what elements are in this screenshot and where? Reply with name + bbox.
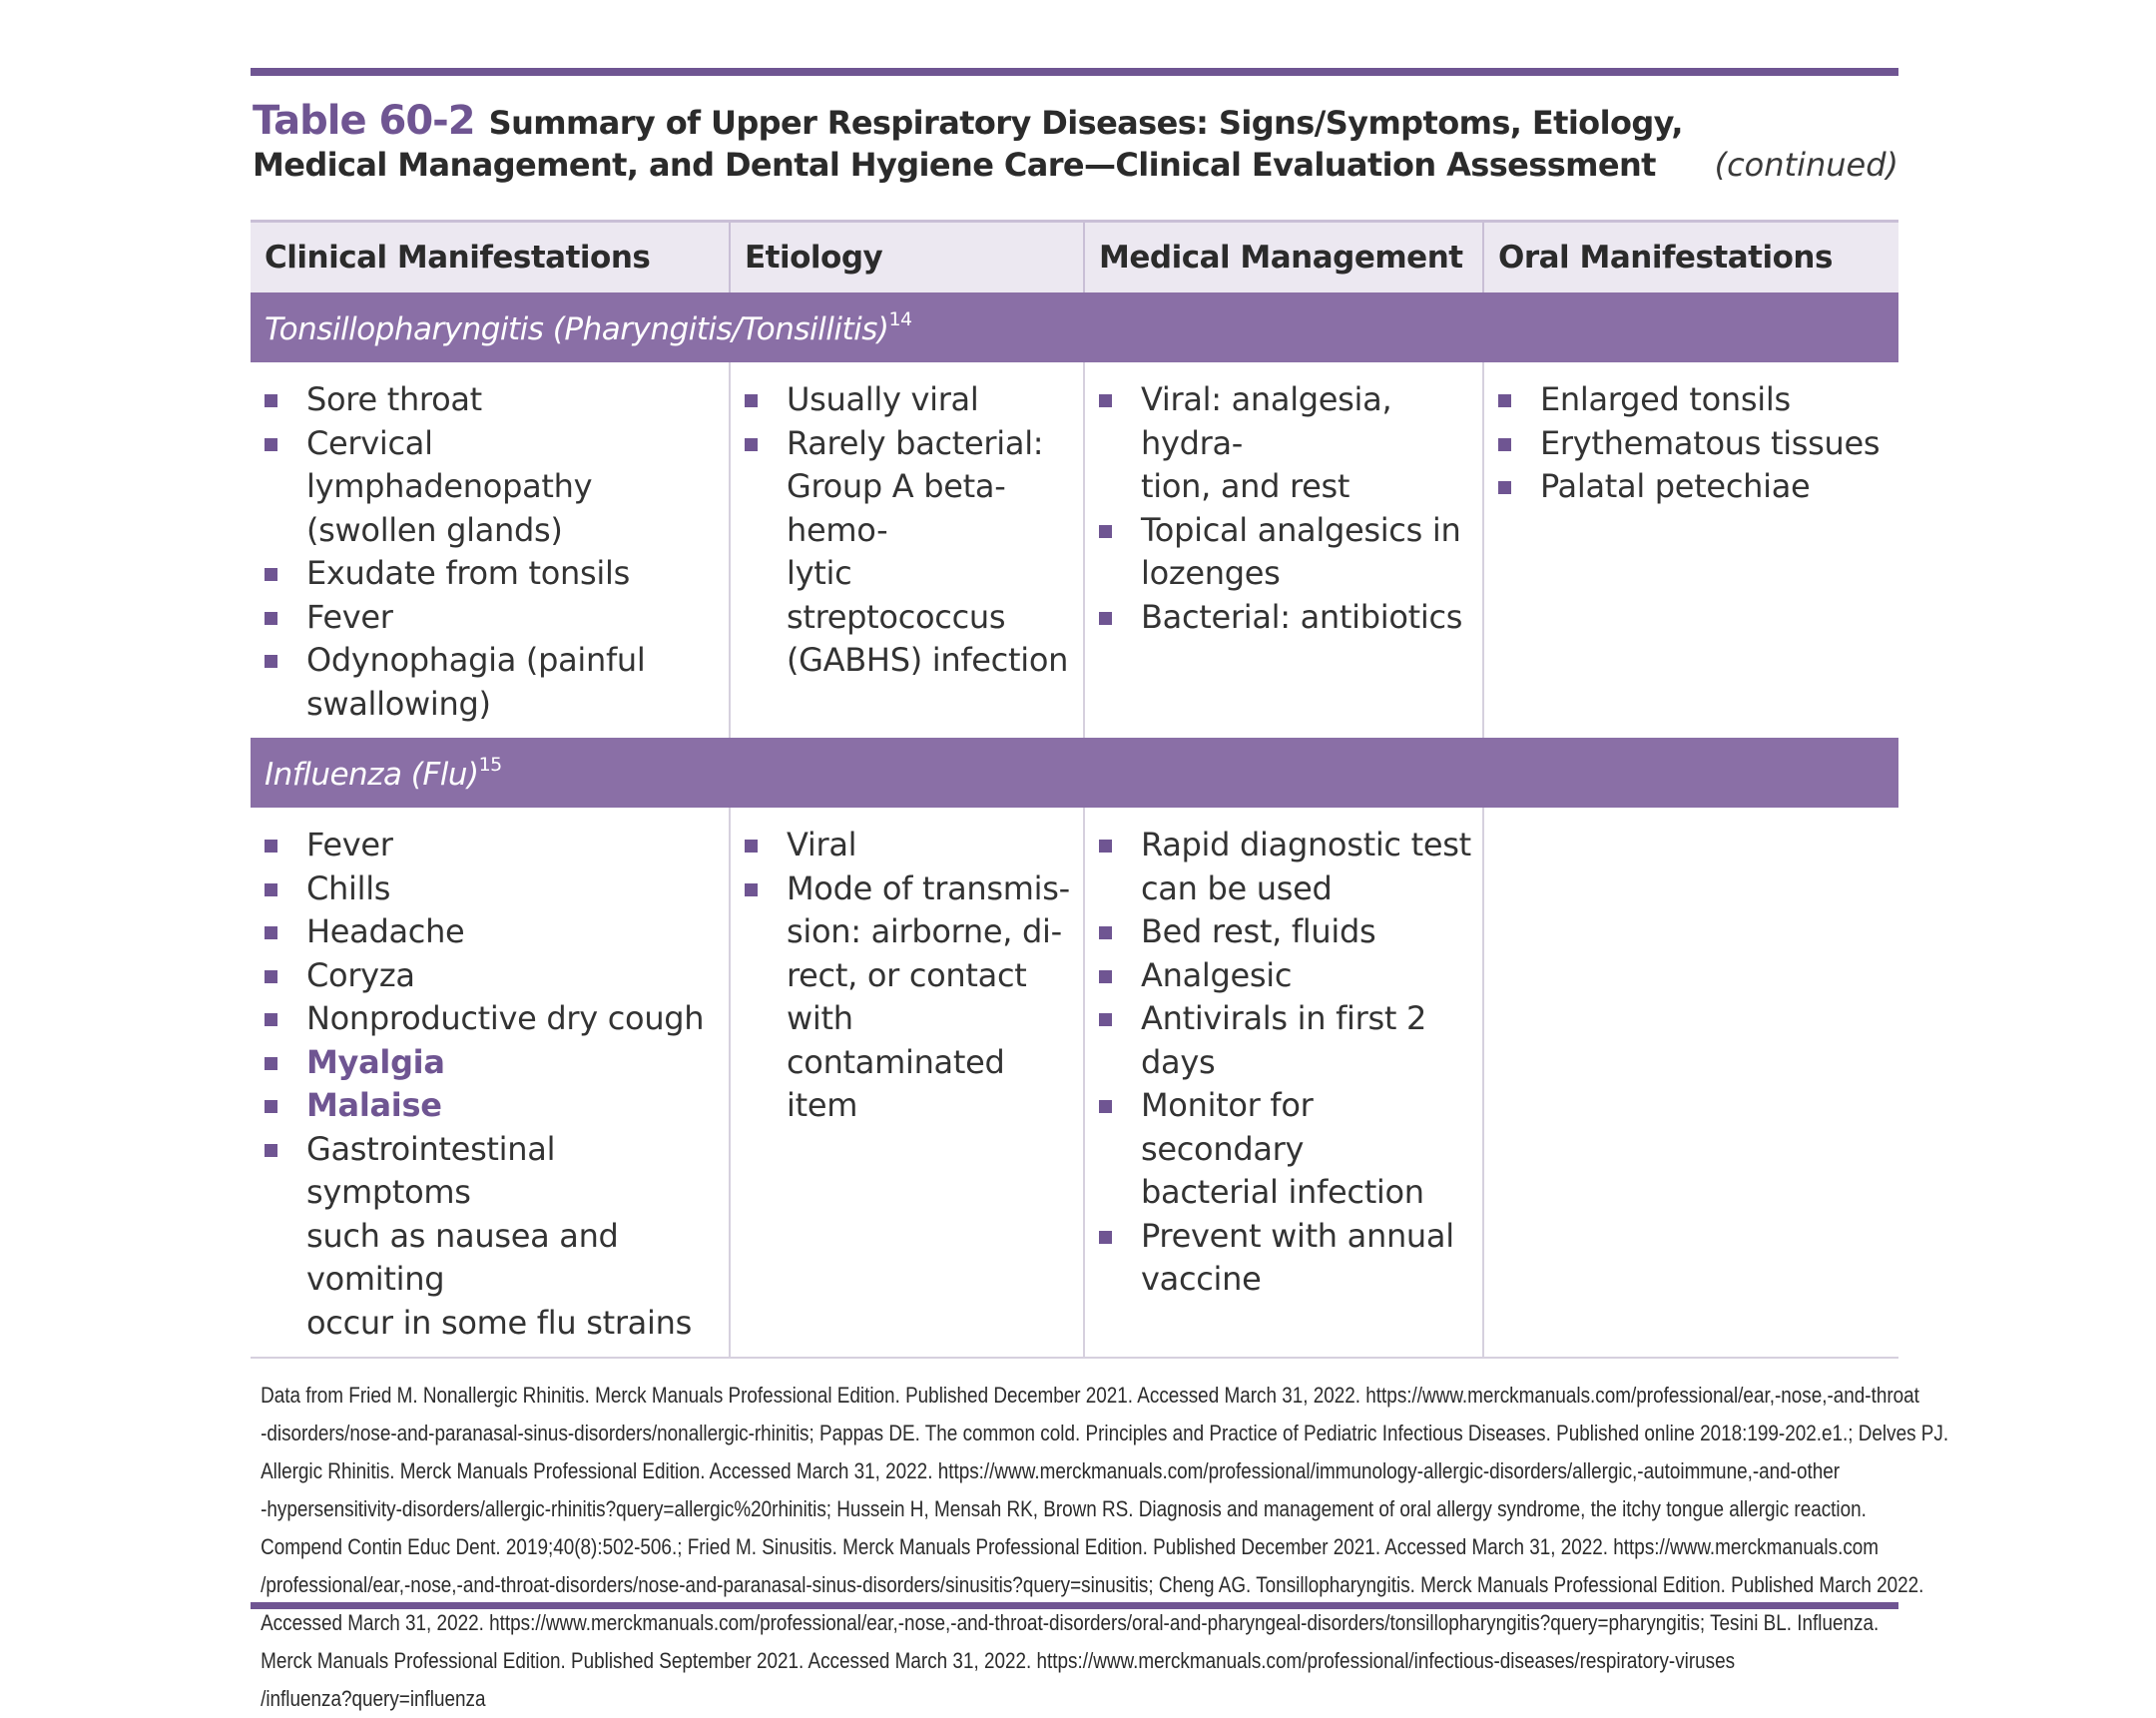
square-bullet-icon — [265, 655, 277, 668]
cell-oral — [1483, 808, 1898, 1358]
list-item-line: tion, and rest — [1141, 467, 1350, 505]
cell-etiology — [730, 808, 1084, 1358]
clinical-list — [263, 824, 721, 1345]
top-rule — [251, 68, 1898, 76]
oral-list — [1496, 378, 1890, 509]
square-bullet-icon — [1099, 840, 1112, 853]
list-item-line: Headache — [306, 912, 465, 950]
list-item — [1496, 378, 1890, 422]
list-item — [263, 639, 721, 726]
list-item — [1097, 910, 1474, 954]
section-reference: 15 — [478, 753, 502, 776]
list-item — [263, 1084, 721, 1128]
square-bullet-icon — [265, 970, 277, 983]
management-list — [1097, 378, 1474, 639]
references-note — [251, 1377, 1949, 1718]
square-bullet-icon — [265, 883, 277, 896]
list-item-line: Erythematous tissues — [1540, 423, 1881, 462]
list-item — [1496, 465, 1890, 509]
list-item-line: such as nausea and vomiting — [306, 1216, 619, 1298]
square-bullet-icon — [265, 840, 277, 853]
square-bullet-icon — [1099, 1100, 1112, 1113]
list-item-line: Nonproductive dry cough — [306, 999, 705, 1037]
list-item — [1097, 509, 1474, 596]
continued-label: (continued) — [1714, 146, 1898, 184]
list-item — [263, 867, 721, 911]
list-item-line: swallowing) — [306, 684, 491, 723]
list-item-line: Odynophagia (painful — [306, 641, 646, 679]
square-bullet-icon — [265, 926, 277, 939]
list-item — [263, 910, 721, 954]
list-item — [263, 824, 721, 867]
header-row — [251, 222, 1898, 293]
list-item — [1097, 997, 1474, 1084]
reference-line: -hypersensitivity-disorders/allergic-rhinitis?query=allergic%20rhinitis; Hussein H, Mensah RK, Brown RS. Diagnosis and management of oral allergy syndrome, the itchy tongue allergic reaction. — [261, 1496, 1867, 1521]
square-bullet-icon — [265, 394, 277, 407]
square-bullet-icon — [1498, 394, 1511, 407]
caption-line-1 — [253, 98, 1683, 144]
square-bullet-icon — [265, 1057, 277, 1070]
square-bullet-icon — [265, 568, 277, 581]
list-item — [263, 954, 721, 998]
list-item-line: Rarely bacterial: — [787, 423, 1044, 462]
square-bullet-icon — [265, 1144, 277, 1157]
list-item — [743, 378, 1075, 422]
list-item-line: can be used — [1141, 868, 1333, 907]
square-bullet-icon — [1498, 438, 1511, 451]
list-item — [263, 1128, 721, 1346]
list-item-line: Cervical lymphadenopathy — [306, 423, 593, 505]
list-item — [743, 867, 1075, 1128]
list-item — [1097, 824, 1474, 910]
clinical-list — [263, 378, 721, 726]
table-number: Table 60-2 — [253, 98, 475, 144]
list-item-line: Malaise — [306, 1086, 442, 1124]
list-item-line: (GABHS) infection — [787, 641, 1069, 679]
reference-line: Accessed March 31, 2022. https://www.merckmanuals.com/professional/ear,-nose,-and-throat-disorders/oral-and-pharyngeal-disorders/tonsillopharyngitis?query=pharyngitis; Tesini BL. Influenza. — [261, 1610, 1880, 1635]
square-bullet-icon — [265, 438, 277, 451]
list-item-line: Gastrointestinal symptoms — [306, 1129, 556, 1211]
table-caption — [251, 76, 1898, 220]
section-heading-row — [251, 738, 1898, 808]
list-item — [1097, 954, 1474, 998]
list-item-line: Palatal petechiae — [1540, 467, 1811, 505]
list-item-line: (swollen glands) — [306, 510, 563, 549]
etiology-list — [743, 824, 1075, 1128]
section-body-row — [251, 808, 1898, 1358]
square-bullet-icon — [745, 394, 758, 407]
cell-clinical — [251, 808, 730, 1358]
column-header-oral: Oral Manifestations — [1483, 222, 1898, 293]
square-bullet-icon — [265, 612, 277, 625]
reference-line: Compend Contin Educ Dent. 2019;40(8):502-506.; Fried M. Sinusitis. Merck Manuals Professional Edition. Published December 2021. Accessed March 31, 2022. https://www.merckmanuals.com — [261, 1534, 1880, 1559]
list-item — [263, 552, 721, 596]
caption-title-part-1: Summary of Upper Respiratory Diseases: Signs/Symptoms, Etiology, — [488, 104, 1683, 142]
square-bullet-icon — [265, 1100, 277, 1113]
bottom-rule — [251, 1602, 1898, 1609]
list-item-line: contaminated item — [787, 1042, 1005, 1124]
list-item-line: Fever — [306, 826, 393, 863]
column-header-management: Medical Management — [1084, 222, 1483, 293]
square-bullet-icon — [1099, 1013, 1112, 1026]
list-item-line: vaccine — [1141, 1260, 1262, 1298]
list-item — [263, 422, 721, 553]
column-header-clinical: Clinical Manifestations — [251, 222, 730, 293]
reference-line: /professional/ear,-nose,-and-throat-disorders/nose-and-paranasal-sinus-disorders/sinusitis?query=sinusitis; Cheng AG. Tonsillopharyngitis. Merck Manuals Professional Edition. Published March 2022. — [261, 1572, 1924, 1597]
section-body-row — [251, 362, 1898, 738]
square-bullet-icon — [1099, 1231, 1112, 1244]
list-item-line: Viral — [787, 826, 857, 863]
disease-table — [251, 220, 1898, 1359]
reference-line: Data from Fried M. Nonallergic Rhinitis. Merck Manuals Professional Edition. Published December 2021. Accessed March 31, 2022. https://www.merckmanuals.com/professional/ear,-nose,-and-throat — [261, 1383, 1919, 1408]
square-bullet-icon — [1099, 394, 1112, 407]
square-bullet-icon — [745, 840, 758, 853]
list-item-line: Mode of transmis- — [787, 868, 1070, 907]
list-item-line: lozenges — [1141, 554, 1281, 592]
list-item-line: Bed rest, fluids — [1141, 912, 1376, 950]
list-item — [1097, 596, 1474, 640]
section-title: Tonsillopharyngitis (Pharyngitis/Tonsillitis) — [265, 310, 889, 347]
cell-management — [1084, 808, 1483, 1358]
cell-management — [1084, 362, 1483, 738]
list-item-line: Myalgia — [306, 1042, 445, 1081]
list-item-line: Rapid diagnostic test — [1141, 826, 1471, 863]
list-item-line: Prevent with annual — [1141, 1216, 1454, 1255]
cell-clinical — [251, 362, 730, 738]
list-item-line: Chills — [306, 868, 391, 907]
square-bullet-icon — [745, 438, 758, 451]
list-item-line: Bacterial: antibiotics — [1141, 597, 1463, 636]
list-item — [263, 997, 721, 1041]
section-heading — [251, 292, 1898, 362]
list-item-line: Fever — [306, 597, 393, 636]
list-item-line: lytic streptococcus — [787, 554, 1006, 636]
square-bullet-icon — [745, 883, 758, 896]
list-item-line: sion: airborne, di- — [787, 912, 1062, 950]
list-item-line: Analgesic — [1141, 955, 1293, 994]
list-item-line: Enlarged tonsils — [1540, 380, 1791, 418]
column-header-etiology: Etiology — [730, 222, 1084, 293]
list-item — [263, 596, 721, 640]
section-reference: 14 — [888, 307, 912, 330]
cell-etiology — [730, 362, 1084, 738]
square-bullet-icon — [1099, 525, 1112, 538]
list-item — [263, 1041, 721, 1085]
list-item — [1097, 1084, 1474, 1215]
list-item-line: Antivirals in first 2 days — [1141, 999, 1427, 1081]
list-item-line: Topical analgesics in — [1141, 510, 1461, 549]
square-bullet-icon — [1099, 612, 1112, 625]
list-item-line: Coryza — [306, 955, 415, 994]
list-item — [1097, 1215, 1474, 1302]
list-item-line: Sore throat — [306, 380, 482, 418]
section-heading — [251, 738, 1898, 808]
reference-line: /influenza?query=influenza — [261, 1686, 486, 1711]
caption-title-part-2: Medical Management, and Dental Hygiene Care—Clinical Evaluation Assessment — [253, 146, 1656, 184]
square-bullet-icon — [1099, 926, 1112, 939]
list-item — [743, 824, 1075, 867]
reference-line: -disorders/nose-and-paranasal-sinus-disorders/nonallergic-rhinitis; Pappas DE. The common cold. Principles and Practice of Pediatric Infectious Diseases. Published online 2018:199-202.e1.; Delves PJ. — [261, 1421, 1949, 1445]
list-item — [743, 422, 1075, 683]
list-item-line: Viral: analgesia, hydra- — [1141, 380, 1392, 462]
section-heading-row — [251, 292, 1898, 362]
list-item — [263, 378, 721, 422]
list-item-line: Monitor for secondary — [1141, 1086, 1314, 1168]
list-item-line: bacterial infection — [1141, 1173, 1424, 1211]
list-item-line: Group A beta-hemo- — [787, 467, 1006, 549]
list-item-line: rect, or contact with — [787, 955, 1027, 1037]
section-title: Influenza (Flu) — [265, 756, 479, 793]
square-bullet-icon — [1099, 970, 1112, 983]
reference-line: Merck Manuals Professional Edition. Published September 2021. Accessed March 31, 2022. https://www.merckmanuals.com/professional/infectious-diseases/respiratory-viruses — [261, 1648, 1736, 1673]
etiology-list — [743, 378, 1075, 683]
list-item-line: Usually viral — [787, 380, 979, 418]
list-item-line: occur in some flu strains — [306, 1303, 692, 1342]
list-item — [1496, 422, 1890, 466]
square-bullet-icon — [1498, 481, 1511, 494]
cell-oral — [1483, 362, 1898, 738]
management-list — [1097, 824, 1474, 1302]
list-item-line: Exudate from tonsils — [306, 554, 630, 592]
list-item — [1097, 378, 1474, 509]
reference-line: Allergic Rhinitis. Merck Manuals Professional Edition. Accessed March 31, 2022. https://www.merckmanuals.com/professional/immunology-allergic-disorders/allergic,-autoimmune,-and-other — [261, 1458, 1841, 1483]
square-bullet-icon — [265, 1013, 277, 1026]
document-page — [251, 68, 1949, 1718]
